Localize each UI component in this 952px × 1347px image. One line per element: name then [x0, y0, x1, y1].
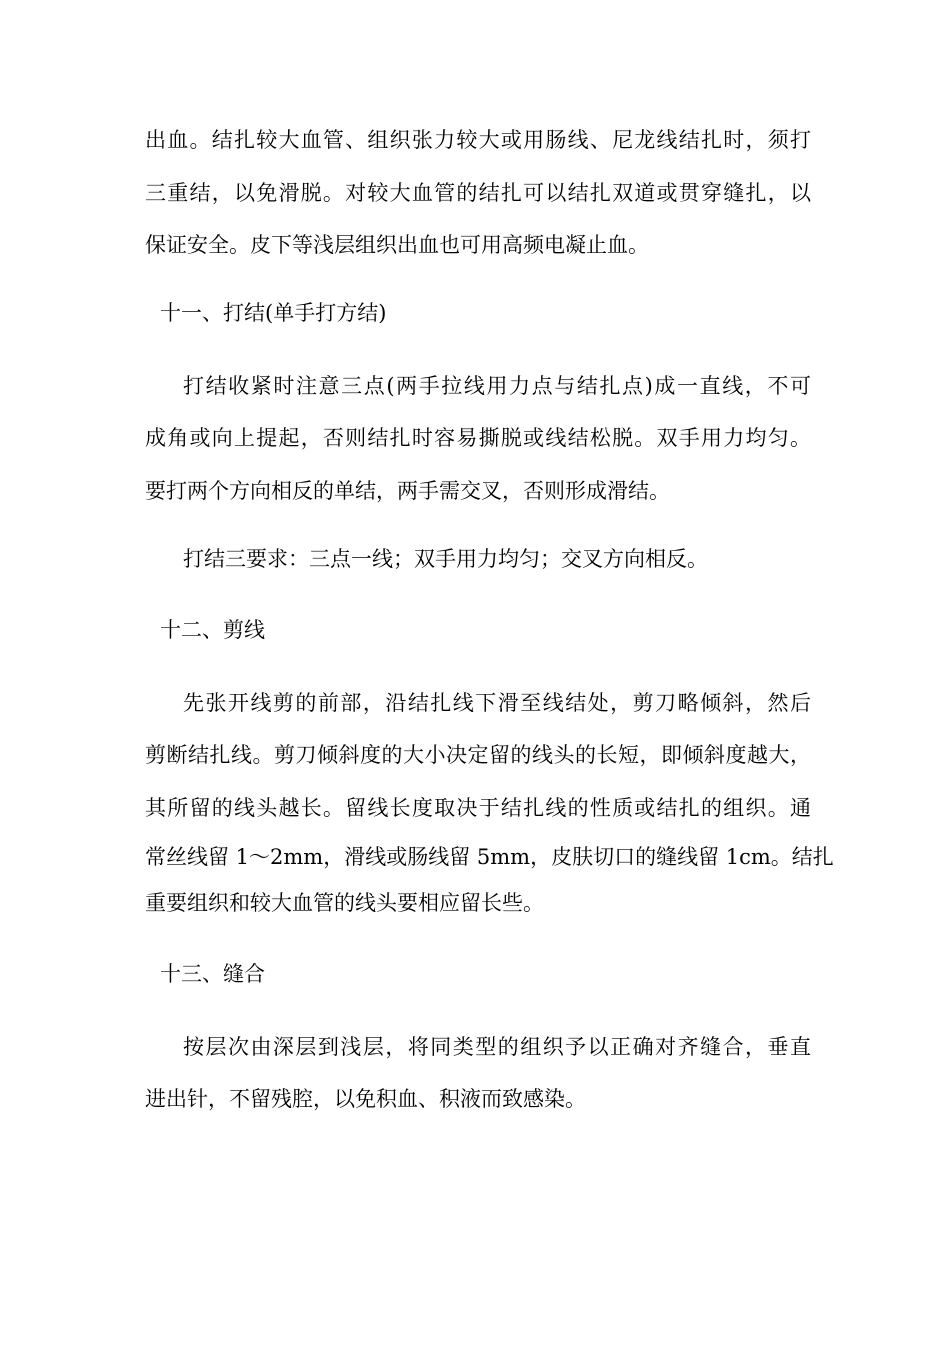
section-heading: 十一、打结(单手打方结) — [160, 301, 387, 325]
text-line: 其所留的线头越长。留线长度取决于结扎线的性质或结扎的组织。通 — [145, 796, 811, 820]
section-heading: 十三、缝合 — [160, 962, 265, 986]
text-line: 要打两个方向相反的单结，两手需交叉，否则形成滑结。 — [145, 479, 670, 503]
text-line: 先张开线剪的前部，沿结扎线下滑至线结处，剪刀略倾斜，然后 — [183, 691, 811, 715]
text-line: 按层次由深层到浅层，将同类型的组织予以正确对齐缝合，垂直 — [183, 1035, 811, 1059]
text-line: 重要组织和较大血管的线头要相应留长些。 — [145, 891, 544, 915]
text-line: 剪断结扎线。剪刀倾斜度的大小决定留的线头的长短，即倾斜度越大， — [145, 743, 811, 767]
text-line: 三重结，以免滑脱。对较大血管的结扎可以结扎双道或贯穿缝扎，以 — [145, 181, 811, 205]
text-line: 成角或向上提起，否则结扎时容易撕脱或线结松脱。双手用力均匀。 — [145, 426, 811, 450]
text-line: 进出针，不留残腔，以免积血、积液而致感染。 — [145, 1087, 586, 1111]
text-line: 打结收紧时注意三点(两手拉线用力点与结扎点)成一直线，不可 — [183, 374, 811, 398]
text-line: 出血。结扎较大血管、组织张力较大或用肠线、尼龙线结扎时，须打 — [145, 128, 811, 152]
text-line: 常丝线留 1～2mm，滑线或肠线留 5mm，皮肤切口的缝线留 1cm。结扎 — [145, 845, 834, 869]
section-heading: 十二、剪线 — [160, 618, 265, 642]
text-line: 保证安全。皮下等浅层组织出血也可用高频电凝止血。 — [145, 233, 649, 257]
text-line: 打结三要求：三点一线；双手用力均匀；交叉方向相反。 — [183, 547, 708, 571]
